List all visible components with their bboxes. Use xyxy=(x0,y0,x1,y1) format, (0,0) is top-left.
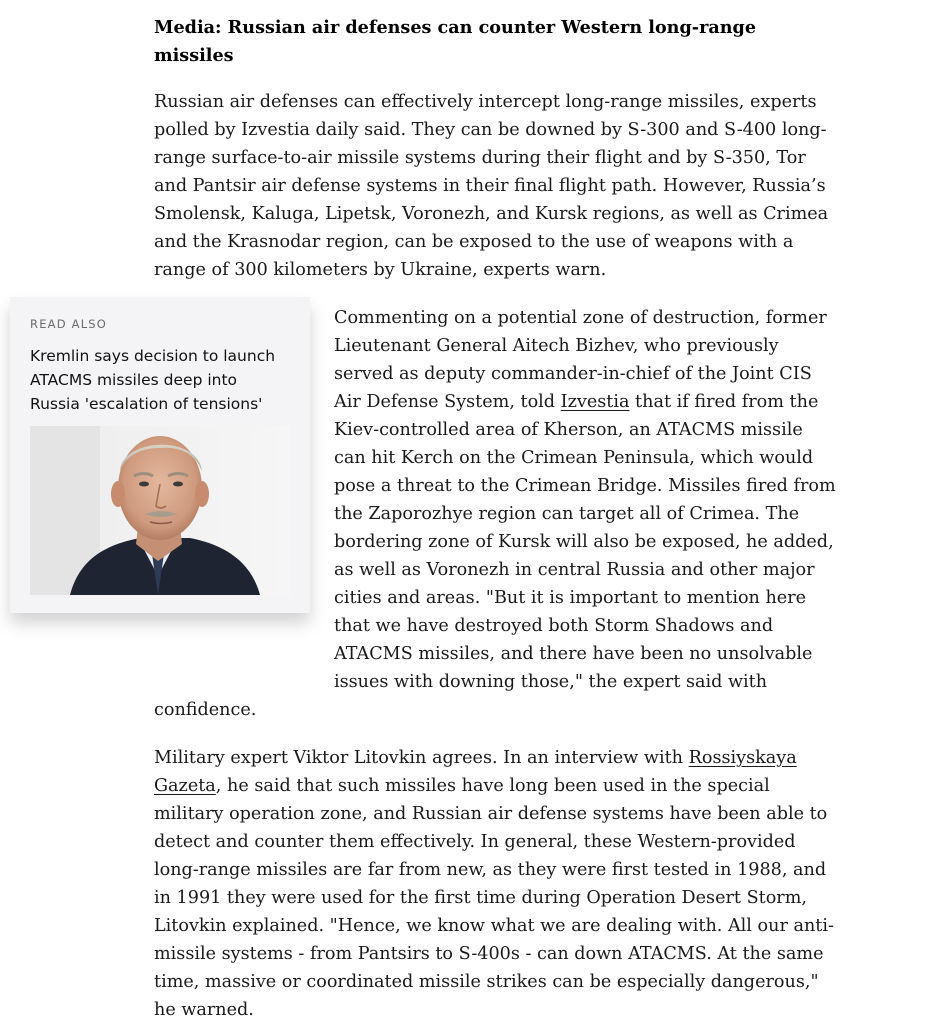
portrait-image xyxy=(30,426,290,595)
rossiyskaya-gazeta-link[interactable]: Rossiyskaya Gazeta xyxy=(154,748,797,796)
read-also-title-link[interactable]: Kremlin says decision to launch ATACMS missiles deep into Russia 'escalation of tensions' xyxy=(30,347,276,413)
article-headline: Media: Russian air defenses can counter Western long-range missiles xyxy=(154,17,757,66)
paragraph-3-text-start: Military expert Viktor Litovkin agrees. In an interview with xyxy=(154,748,689,768)
paragraph-2-text-start: Commenting on a potential zone of destruction, former Lieutenant General Aitech Bizhev, who previously served as deputy commander-in-chief of the Joint CIS Air Defense System, told xyxy=(334,308,827,412)
article-paragraph-1: Russian air defenses can effectively intercept long-range missiles, experts polled by Izvestia daily said. They can be downed by S-300 and S-400 long-range surface-to-air missile systems during their flight and by S-350, Tor and Pantsir air defense systems in their final flight path. However, Russia’s Smolensk, Kaluga, Lipetsk, Voronezh, and Kursk regions, as well as Crimea and the Krasnodar region, can be exposed to the use of weapons with a range of 300 kilometers by Ukraine, experts warn. xyxy=(154,92,829,280)
read-also-photo[interactable] xyxy=(30,426,290,595)
paragraph-3-text-end: , he said that such missiles have long been used in the special military operation zone, and Russian air defense systems have been able to detect and counter them effectively. In general, these Western-provided long-range missiles are far from new, as they were first tested in 1988, and in 1991 they were used for the first time during Operation Desert Storm, Litovkin explained. "Hence, we know what we are dealing with. All our anti-missile systems - from Pantsirs to S-400s - can down ATACMS. At the same time, massive or coordinated missile strikes can be especially dangerous," he warned. xyxy=(154,776,834,1020)
article-paragraph-3 xyxy=(154,744,836,1024)
read-also-card[interactable] xyxy=(10,297,310,613)
read-also-label: READ ALSO xyxy=(30,317,108,331)
izvestia-link[interactable]: Izvestia xyxy=(560,392,630,412)
paragraph-2-text-end: that if fired from the Kiev-controlled area of Kherson, an ATACMS missile can hit Kerch on the Crimean Peninsula, which would pose a threat to the Crimean Bridge. Missiles fired from the Zaporozhye region can target all of Crimea. The bordering zone of Kursk will also be exposed, he added, as well as Voronezh in central Russia and other major cities and areas. "But it is important to mention here that we have destroyed both Storm Shadows and ATACMS missiles, and there have been no unsolvable issues with downing those," the expert said with confidence. xyxy=(154,392,836,720)
